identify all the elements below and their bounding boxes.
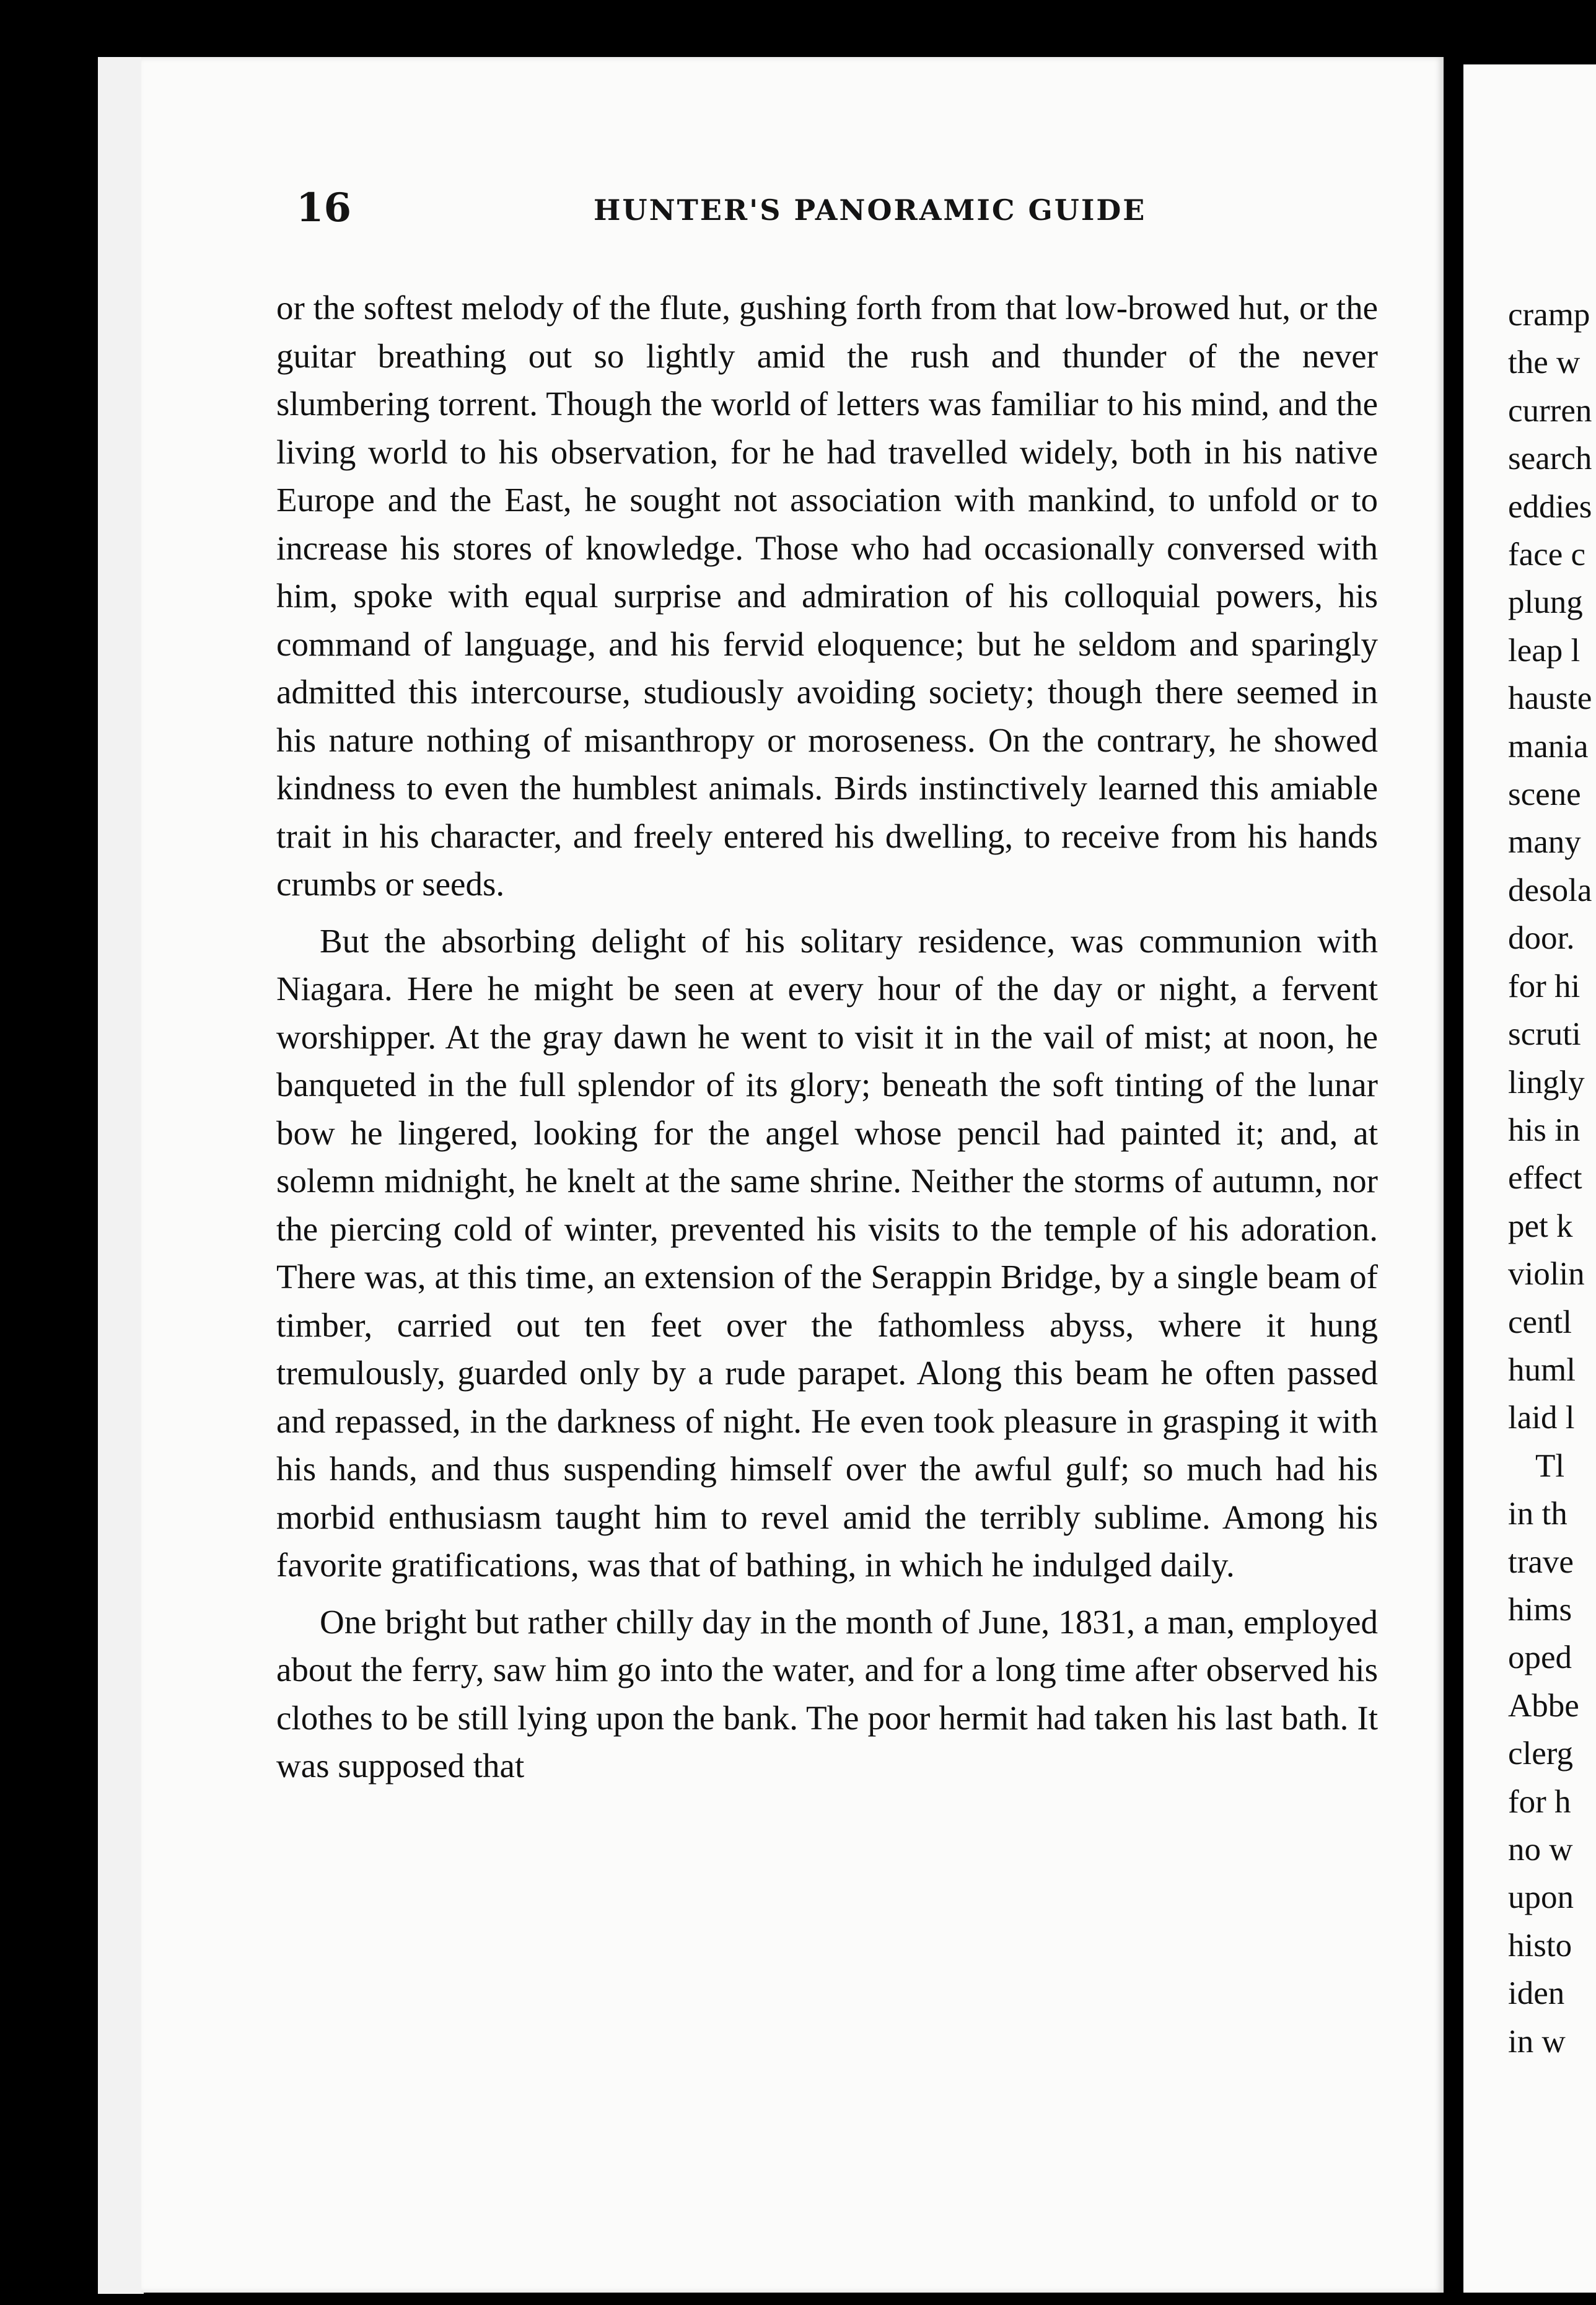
facing-line: plung (1508, 584, 1583, 621)
facing-line: iden (1508, 1975, 1565, 2012)
facing-line: Tl (1535, 1447, 1565, 1484)
facing-line: scene (1508, 776, 1581, 813)
facing-line: for h (1508, 1783, 1571, 1820)
facing-line: mania (1508, 728, 1589, 765)
facing-line: hauste (1508, 680, 1592, 717)
facing-line: door. (1508, 920, 1575, 957)
facing-line: cramp (1508, 297, 1590, 333)
body-text (276, 284, 1378, 1790)
facing-line: huml (1508, 1351, 1576, 1388)
facing-line: hims (1508, 1591, 1572, 1628)
facing-line: violin (1508, 1256, 1585, 1293)
facing-line: no w (1508, 1832, 1573, 1868)
page-header (296, 185, 1399, 240)
facing-line: pet k (1508, 1208, 1573, 1244)
facing-line: laid l (1508, 1400, 1575, 1436)
facing-line: for hi (1508, 968, 1581, 1004)
facing-line: search (1508, 441, 1592, 477)
facing-line: eddies (1508, 488, 1592, 525)
facing-line: many (1508, 824, 1581, 861)
facing-line: clerg (1508, 1736, 1573, 1772)
facing-line: Abbe (1508, 1687, 1579, 1724)
facing-line: face c (1508, 537, 1585, 573)
facing-line: in th (1508, 1496, 1568, 1532)
facing-line: trave (1508, 1543, 1574, 1580)
facing-line: the w (1508, 345, 1581, 381)
facing-line: histo (1508, 1927, 1572, 1964)
facing-line: desola (1508, 872, 1592, 908)
paragraph: One bright but rather chilly day in the month of June, 1831, a man, employed about the ferry, saw him go into the water, and for a long time after observed his clothes to be still lying upon the bank. The poor hermit had taken his last bath. It was supposed that (276, 1602, 1378, 1785)
page-number: 16 (296, 185, 352, 231)
facing-line: effect (1508, 1160, 1582, 1196)
facing-line: leap l (1508, 632, 1581, 669)
facing-line: scruti (1508, 1016, 1581, 1053)
facing-line: lingly (1508, 1064, 1585, 1100)
running-title: HUNTER'S PANORAMIC GUIDE (594, 193, 1147, 227)
facing-line: oped (1508, 1640, 1572, 1676)
facing-line: centl (1508, 1304, 1572, 1340)
paragraph: But the absorbing delight of his solitary residence, was communion with Niagara. Here he might be seen at every hour of the day or night, a fervent worshipper. At the gray dawn he went to visit it in the vail of mist; at noon, he banqueted in the full splendor of its glory; beneath the soft tinting of the lunar bow he lingered, looking for the angel whose pencil had painted it; and, at solemn midnight, he knelt at the same shrine. Neither the storms of autumn, nor the piercing cold of winter, prevented his visits to the temple of his adoration. There was, at this time, an extension of the Serappin Bridge, by a single beam of timber, carried out ten feet over the fathomless abyss, where it hung tremulously, guarded only by a rude parapet. Along this beam he often passed and repassed, in the darkness of night. He even took pleasure in grasping it with his hands, and thus suspending himself over the awful gulf; so much had his morbid enthusiasm taught him to revel amid the terribly sublime. Among his favorite gratifications, was that of bathing, in which he indulged daily. (276, 921, 1378, 1584)
facing-line: curren (1508, 392, 1592, 429)
facing-line: in w (1508, 2023, 1566, 2060)
facing-line: his in (1508, 1112, 1581, 1148)
facing-line: upon (1508, 1879, 1574, 1916)
paragraph: or the softest melody of the flute, gushing forth from that low-browed hut, or the guitar breathing out so lightly amid the rush and thunder of the never slumbering torrent. Though the world of letters was familiar to his mind, and the living world to his observation, for he had travelled widely, both in his native Europe and the East, he sought not association with mankind, to unfold or to increase his stores of knowledge. Those who had occasionally conversed with him, spoke with equal surprise and admiration of his colloquial powers, his command of language, and his fervid eloquence; but he seldom and sparingly admitted this intercourse, studiously avoiding society; though there seemed in his nature nothing of misanthropy or moroseness. On the contrary, he showed kindness to even the humblest animals. Birds instinctively learned this amiable trait in his character, and freely entered his dwelling, to receive from his hands crumbs or seeds. (276, 289, 1378, 903)
facing-page-text (1508, 291, 1596, 2066)
